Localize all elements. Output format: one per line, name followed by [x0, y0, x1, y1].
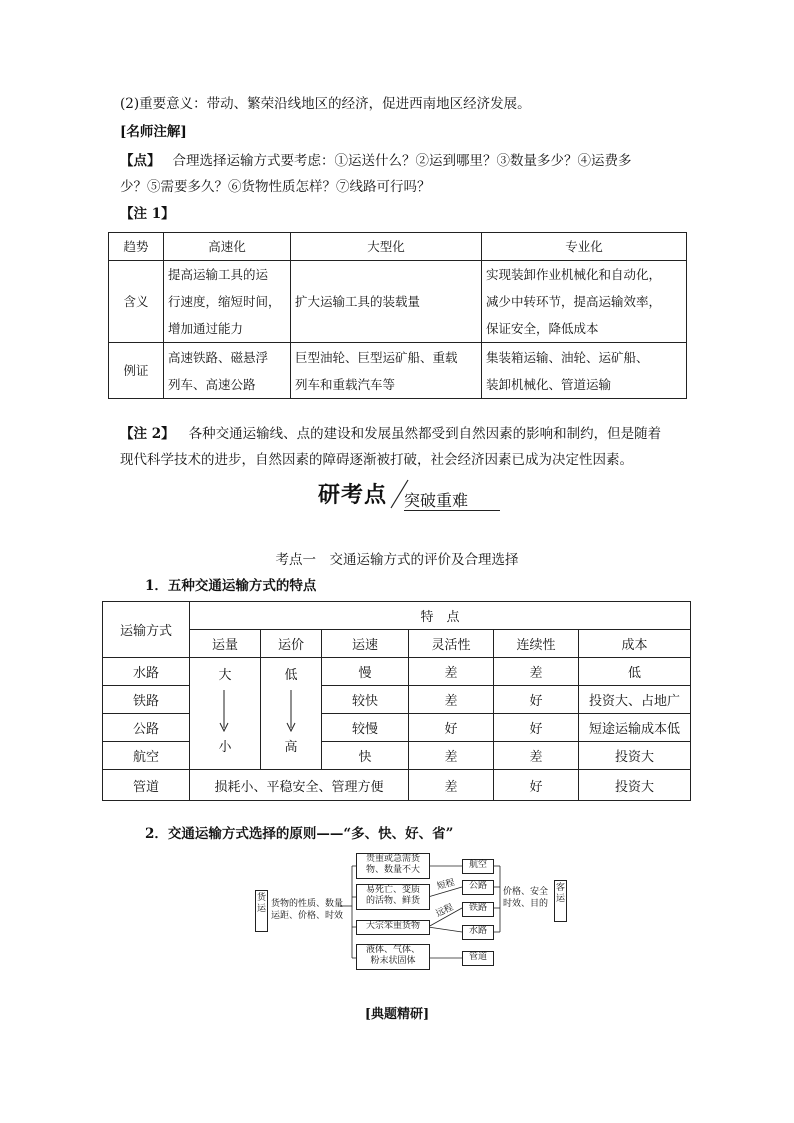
mode-header: 运输方式: [103, 602, 190, 658]
factors-line-1: 货物的性质、数量: [271, 899, 344, 909]
subheading-2: 2．交通运输方式选择的原则——“多、快、好、省”: [145, 826, 454, 842]
flex-cell: 差: [409, 742, 494, 770]
teacher-note-heading: [名师注解]: [120, 124, 187, 140]
mode-cell: 公路: [103, 714, 190, 742]
speed-cell: 慢: [322, 658, 409, 686]
passenger-box: 客运: [554, 880, 567, 922]
goods-box-fluid: 液体、气体、 粉末状固体: [356, 944, 430, 970]
mode-box-road: 公路: [462, 880, 494, 895]
t1-header: 趋势: [109, 233, 164, 261]
t1-cell: 提高运输工具的运 行速度，缩短时间， 增加通过能力: [164, 261, 291, 343]
point-tag: 【点】: [120, 153, 161, 169]
mode-box-rail: 铁路: [462, 902, 494, 917]
col-header: 连续性: [494, 630, 579, 658]
footer-heading: [典题精研]: [364, 1007, 430, 1022]
col-header: 成本: [579, 630, 691, 658]
flex-cell: 差: [409, 686, 494, 714]
cont-cell: 好: [494, 686, 579, 714]
cost-cell: 投资大: [579, 770, 691, 801]
goods-box-valuable: 贵重或急需货 物、数量不大: [356, 853, 430, 879]
cost-cell: 短途运输成本低: [579, 714, 691, 742]
volume-bottom: 小: [218, 740, 232, 755]
intro-line-1: (2)重要意义：带动、繁荣沿线地区的经济，促进西南地区经济发展。: [120, 96, 531, 112]
long-distance-label: 远程: [434, 902, 456, 920]
point-line-2: 少？⑤需要多久？⑥货物性质怎样？⑦线路可行吗？: [120, 179, 431, 195]
pipeline-merged-cell: 损耗小、平稳安全、管理方便: [190, 770, 409, 801]
mode-box-air: 航空: [462, 859, 494, 874]
t1-header: 大型化: [291, 233, 482, 261]
col-header: 运速: [322, 630, 409, 658]
mode-box-pipeline: 管道: [462, 951, 494, 966]
cost-cell: 投资大、占地广: [579, 686, 691, 714]
cont-cell: 差: [494, 742, 579, 770]
note2-tag: 【注 2】: [120, 426, 175, 442]
flex-cell: 好: [409, 714, 494, 742]
mode-cell: 水路: [103, 658, 190, 686]
speed-cell: 较慢: [322, 714, 409, 742]
t1-cell: 高速铁路、磁悬浮 列车、高速公路: [164, 343, 291, 399]
cont-cell: 好: [494, 770, 579, 801]
banner-right: 突破重难: [404, 491, 469, 510]
speed-cell: 较快: [322, 686, 409, 714]
t1-row-label: 例证: [109, 343, 164, 399]
cost-cell: 低: [579, 658, 691, 686]
point-text-1: 合理选择运输方式要考虑：①运送什么？②运到哪里？③数量多少？④运费多: [172, 153, 632, 169]
col-header: 灵活性: [409, 630, 494, 658]
freight-box: 货运: [255, 890, 268, 932]
volume-top: 大: [218, 668, 232, 683]
t1-cell: 实现装卸作业机械化和自动化， 减少中转环节，提高运输效率， 保证安全，降低成本: [482, 261, 687, 343]
t1-cell: 集装箱运输、油轮、运矿船、 装卸机械化、管道运输: [482, 343, 687, 399]
features-header: 特 点: [190, 602, 691, 630]
goods-box-bulk: 大宗笨重货物: [356, 920, 430, 935]
mode-cell: 铁路: [103, 686, 190, 714]
mode-cell: 航空: [103, 742, 190, 770]
section-title: 考点一 交通运输方式的评价及合理选择: [275, 552, 519, 568]
t1-row-label: 含义: [109, 261, 164, 343]
mode-box-water: 水路: [462, 925, 494, 940]
flex-cell: 差: [409, 658, 494, 686]
factors-line-2: 运距、价格、时效: [271, 911, 344, 921]
note1-tag: 【注 1】: [120, 206, 175, 222]
t1-header: 专业化: [482, 233, 687, 261]
col-header: 运价: [261, 630, 322, 658]
note2-line-2: 现代科学技术的进步，自然因素的障碍逐渐被打破，社会经济因素已成为决定性因素。: [120, 452, 633, 468]
banner-left: 研考点: [318, 483, 388, 508]
speed-cell: 快: [322, 742, 409, 770]
t1-cell: 巨型油轮、巨型运矿船、重载 列车和重载汽车等: [291, 343, 482, 399]
t1-cell: 扩大运输工具的装载量: [291, 261, 482, 343]
price-top: 低: [284, 668, 298, 683]
cont-cell: 差: [494, 658, 579, 686]
short-distance-label: 短程: [435, 877, 456, 893]
passenger-factors-1: 价格、安全: [503, 887, 549, 897]
passenger-factors-2: 时效、目的: [503, 899, 549, 909]
mode-cell: 管道: [103, 770, 190, 801]
note2-text-1: 各种交通运输线、点的建设和发展虽然都受到自然因素的影响和制约，但是随着: [188, 426, 662, 442]
t1-header: 高速化: [164, 233, 291, 261]
cont-cell: 好: [494, 714, 579, 742]
cost-cell: 投资大: [579, 742, 691, 770]
subheading-1: 1．五种交通运输方式的特点: [145, 578, 317, 594]
price-bottom: 高: [284, 740, 298, 755]
col-header: 运量: [190, 630, 261, 658]
flex-cell: 差: [409, 770, 494, 801]
goods-box-perishable: 易死亡、变质 的活物、鲜货: [356, 884, 430, 910]
